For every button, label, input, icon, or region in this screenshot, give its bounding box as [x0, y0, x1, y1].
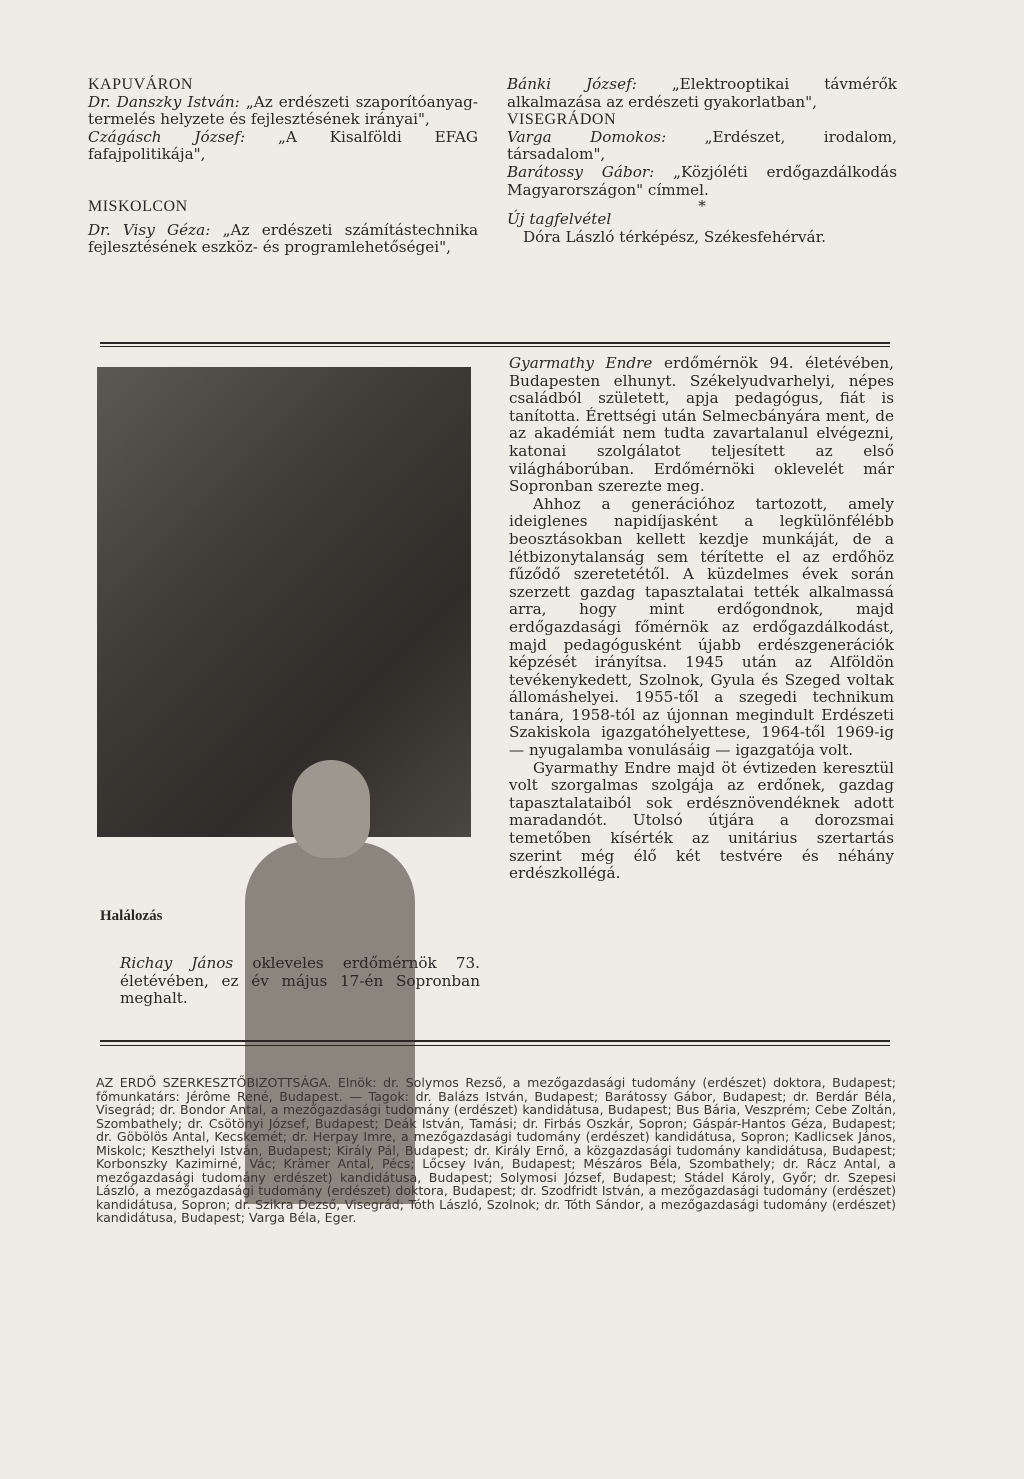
obituary-paragraph: erdőmérnök 94. életévében, Budapesten elhunyt. Székelyudvarhelyi, népes családból született, apja pedagógus, fiát is tanította. Érettségi után Selmecbányára ment, de az akadémiát nem tudta zavartalanul elvégezni, katonai szolgálatot teljesített az első világháborúban. Erdőmérnöki oklevelét már Sopronban szerezte meg.	[509, 354, 894, 496]
lecture-author: Dr. Visy Géza:	[88, 220, 211, 239]
lecture-author: Bánki József:	[507, 75, 637, 93]
lecture-item	[88, 129, 478, 164]
richay-obituary	[120, 955, 480, 1008]
obituary-paragraph: Gyarmathy Endre majd öt évtizeden keresztül volt szorgalmas szolgája az erdőnek, gazdag tapasztalataiból sok erdésznövendéknek adott maradandót. Utolsó útjára a dorozsmai temetőben kísérték az unitárius szertartás szerint még élő két testvére és néhány erdészkollégá.	[509, 758, 894, 883]
section-divider	[100, 342, 890, 344]
lecture-title: „Az erdészeti szaporítóanyag-termelés helyzete és fejlesztésének irányai",	[88, 92, 479, 129]
portrait-head	[292, 760, 370, 858]
deceased-name: Gyarmathy Endre	[509, 354, 653, 372]
lecture-author: Dr. Danszky István:	[88, 92, 240, 111]
lecture-author: Barátossy Gábor:	[507, 162, 655, 181]
new-member-text: Dóra László térképész, Székesfehérvár.	[523, 227, 826, 246]
obituary-paragraph: Ahhoz a generációhoz tartozott, amely ideiglenes napidíjasként a legkülönfélébb beosztásokban kellett kezdje munkáját, de a létbizonytalanság sem térítette el az erdőhöz fűződő szeretetétől. A küzdelmes évek során szerzett gazdag tapasztalatai tették alkalmassá arra, hogy mint erdőgondnok, majd erdőgazdasági főmérnök az erdőgazdálkodást, majd pedagógusként újabb erdészgenerációk képzését irányítsa. 1945 után az Alföldön tevékenykedett, Szolnok, Gyula és Szeged voltak állomáshelyei. 1955-től a szegedi technikum tanára, 1958-tól az újonnan megindult Erdészeti Szakiskola igazgatóhelyettese, 1964-től 1969-ig — nyugalamba vonulásáig — igazgatója volt.	[509, 494, 894, 760]
footer-divider	[100, 1040, 890, 1042]
right-top-column	[507, 76, 897, 246]
lecture-title: „Elektrooptikai távmérők alkalmazása az erdészeti gyakorlatban",	[507, 75, 897, 111]
section-divider	[100, 346, 890, 347]
lecture-item	[507, 129, 897, 164]
lecture-title: „Erdészet, irodalom, társadalom",	[507, 127, 897, 164]
lecture-item	[88, 222, 478, 257]
city-heading-miskolc: MISKOLCON	[88, 197, 188, 215]
lecture-title: „A Kisalföldi EFAG fafajpolitikája",	[88, 127, 478, 164]
editorial-board: AZ ERDŐ SZERKESZTŐBIZOTTSÁGA. Elnök: dr. Solymos Rezső, a mezőgazdasági tudomány (erdészet) doktora, Budapest; főmunkatárs: Jérôme René, Budapest. — Tagok: dr. Balázs István, Budapest; Barátossy Gábor, Budapest; dr. Berdár Béla, Visegrád; dr. Bondor Antal, a mezőgazdasági tudomány (erdészet) kandidátusa, Budapest; Bus Bária, Veszprém; Cebe Zoltán, Szombathely; dr. Csötönyi József, Budapest; Deák István, Tamási; dr. Firbás Oszkár, Sopron; Gáspár-Hantos Géza, Budapest; dr. Göbölös Antal, Kecskemét; dr. Herpay Imre, a mezőgazdasági tudomány (erdészet) kandidátusa, Sopron; Kadlicsek János, Miskolc; Keszthelyi István, Budapest; Király Pál, Budapest; dr. Király Ernő, a közgazdasági tudomány kandidátusa, Budapest; Korbonszky Kazimirné, Vác; Krämer Antal, Pécs; Lőcsey Iván, Budapest; Mészáros Béla, Szombathely; dr. Rácz Antal, a mezőgazdasági tudomány erdészet) kandidátusa, Budapest; Solymosi József, Budapest; Stádel Károly, Győr; dr. Szepesi László, a mezőgazdasági tudomány (erdészet) doktora, Budapest; dr. Szodfridt István, a mezőgazdasági tudomány (erdészet) kandidátusa, Sopron; dr. Szikra Dezső, Visegrád; Tóth László, Szolnok; dr. Tóth Sándor, a mezőgazdasági tudomány (erdészet) kandidátusa, Budapest; Varga Béla, Eger.	[96, 1075, 896, 1225]
deceased-name: Richay János	[120, 954, 234, 972]
lecture-item	[507, 76, 897, 111]
gyarmathy-obituary	[509, 355, 894, 883]
footer-divider	[100, 1045, 890, 1046]
lecture-title: „Közjóléti erdőgazdálkodás Magyarországon" címmel.	[507, 162, 898, 199]
portrait-photo	[97, 367, 471, 837]
lecture-title: „Az erdészeti számítástechnika fejlesztésének eszköz- és programlehetőségei",	[88, 220, 479, 257]
new-member-label: Új tagfelvétel	[507, 210, 612, 229]
lecture-item	[507, 164, 897, 199]
obituary-heading: Halálozás	[100, 908, 163, 924]
lecture-item	[88, 94, 478, 129]
asterisk-separator: *	[698, 197, 706, 216]
city-heading-visegrad: VISEGRÁDON	[507, 111, 616, 129]
lecture-author: Czágásch József:	[88, 127, 246, 146]
obituary-text: okleveles erdőmérnök 73. életévében, ez év május 17-én Sopronban meghalt.	[120, 954, 481, 1008]
left-top-column	[88, 76, 478, 257]
city-heading-kapuvar: KAPUVÁRON	[88, 76, 193, 93]
lecture-author: Varga Domokos:	[507, 127, 667, 146]
